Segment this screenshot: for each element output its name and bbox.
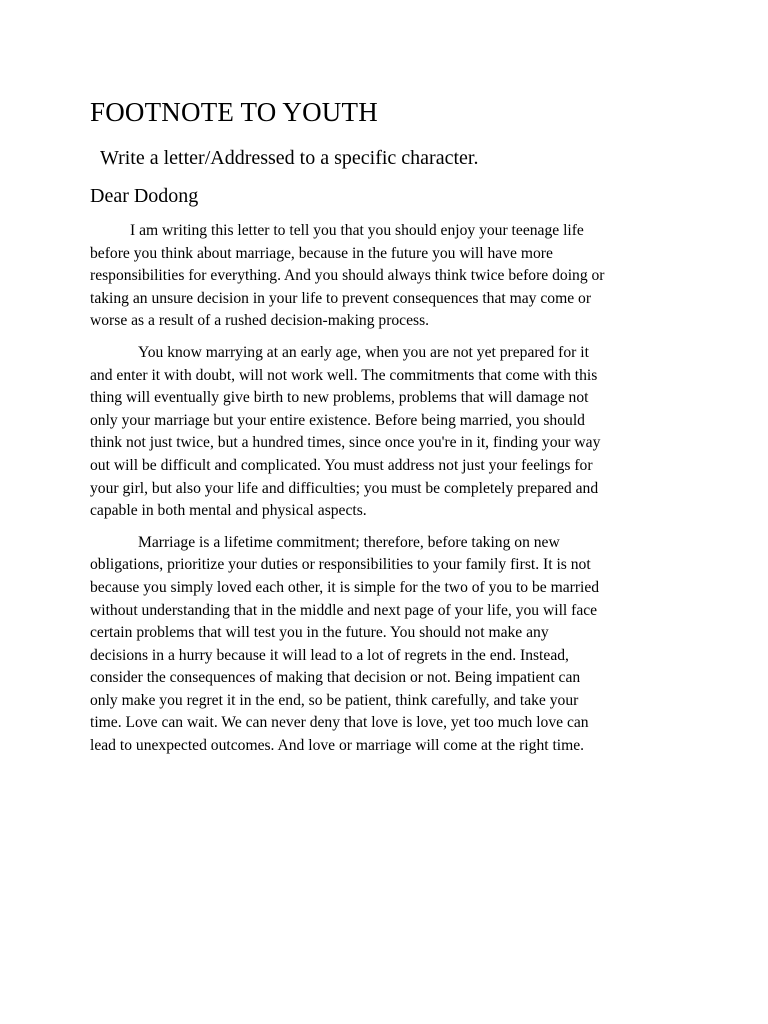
letter-salutation: Dear Dodong [90,185,199,207]
paragraph-line: without understanding that in the middle and next page of your life, you will face [90,601,598,619]
paragraph-line: You know marrying at an early age, when you are not yet prepared for it [138,343,589,361]
paragraph-line: lead to unexpected outcomes. And love or marriage will come at the right time. [90,737,585,755]
letter-paragraph-3 [90,532,676,758]
paragraph-line: your girl, but also your life and difficulties; you must be completely prepared and [90,479,599,497]
paragraph-line: responsibilities for everything. And you should always think twice before doing or [90,267,605,285]
paragraph-line: out will be difficult and complicated. You must address not just your feelings for [90,456,593,474]
paragraph-line: Marriage is a lifetime commitment; therefore, before taking on new [138,533,560,551]
paragraph-line: certain problems that will test you in the future. You should not make any [90,624,549,642]
document-title: FOOTNOTE TO YOUTH [90,97,378,127]
paragraph-line: only your marriage but your entire existence. Before being married, you should [90,411,585,429]
paragraph-line: worse as a result of a rushed decision-making process. [90,312,430,330]
paragraph-line: because you simply loved each other, it is simple for the two of you to be married [90,578,600,596]
assignment-instruction: Write a letter/Addressed to a specific character. [100,147,479,169]
paragraph-line: consider the consequences of making that decision or not. Being impatient can [90,669,581,687]
paragraph-line: taking an unsure decision in your life to prevent consequences that may come or [90,289,592,307]
letter-paragraph-1 [90,220,676,333]
letter-paragraph-2 [90,342,676,523]
paragraph-line: and enter it with doubt, will not work well. The commitments that come with this [90,366,598,384]
letter-body [90,220,676,767]
paragraph-line: think not just twice, but a hundred times, since once you're in it, finding your way [90,434,601,452]
paragraph-line: time. Love can wait. We can never deny that love is love, yet too much love can [90,714,589,732]
paragraph-line: decisions in a hurry because it will lead to a lot of regrets in the end. Instead, [90,646,569,664]
paragraph-line: only make you regret it in the end, so be patient, think carefully, and take your [90,691,579,709]
paragraph-line: I am writing this letter to tell you that you should enjoy your teenage life [130,222,584,239]
paragraph-line: before you think about marriage, because in the future you will have more [90,244,553,262]
paragraph-line: thing will eventually give birth to new problems, problems that will damage not [90,389,589,407]
paragraph-line: obligations, prioritize your duties or responsibilities to your family first. It is not [90,556,591,574]
paragraph-line: capable in both mental and physical aspects. [90,502,367,520]
